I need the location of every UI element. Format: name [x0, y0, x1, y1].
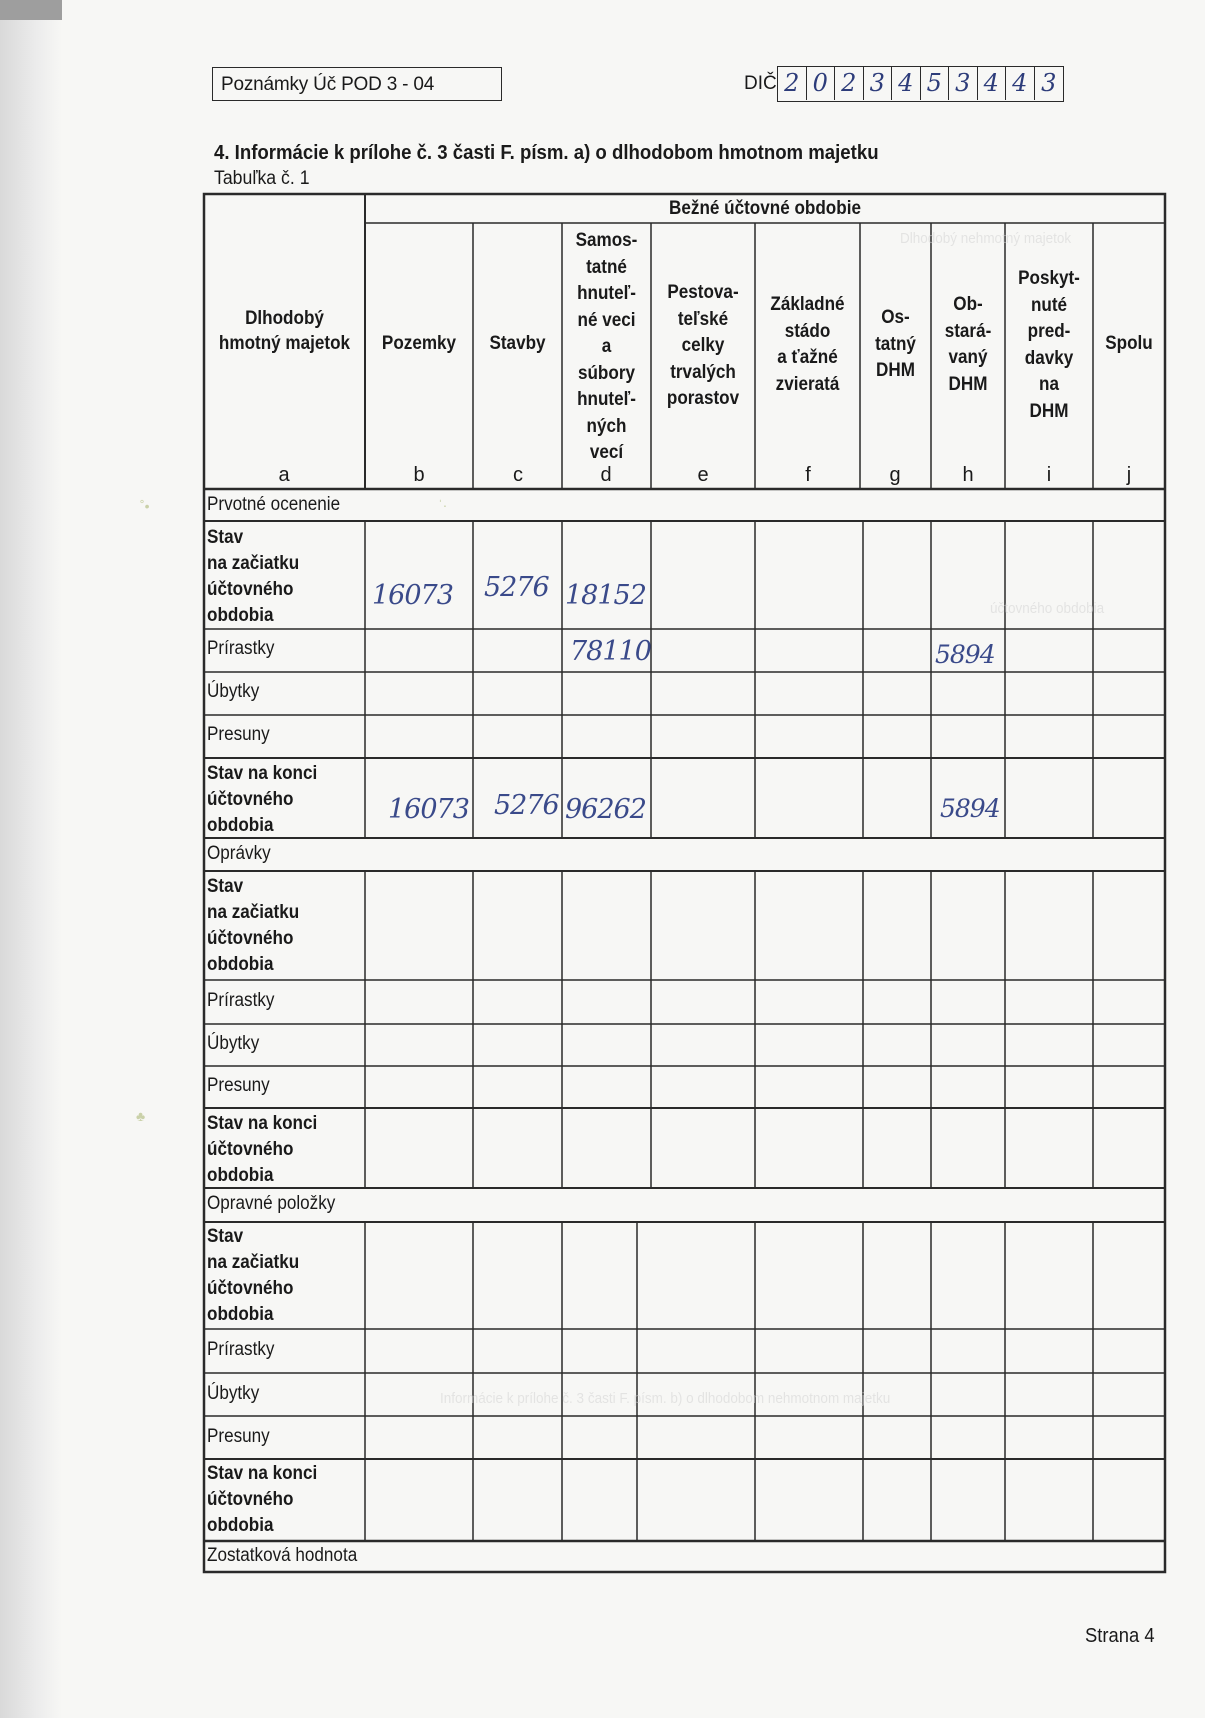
col-header-line: vaný: [948, 347, 988, 368]
col-header-line: trvalých: [670, 361, 736, 383]
section-title: 4. Informácie k prílohe č. 3 časti F. písm. a) o dlhodobom hmotnom majetku: [214, 142, 879, 164]
handwritten-value: 5276: [484, 572, 549, 603]
handwritten-value: 5276: [494, 790, 559, 821]
row-label-line: Stav: [207, 527, 244, 548]
col-header-line: davky: [1024, 347, 1074, 369]
row-label-line: účtovného: [207, 789, 294, 810]
col-header-line: DHM: [876, 360, 915, 381]
section-title-opravne-polozky: Opravné položky: [207, 1193, 336, 1214]
row-label-line: účtovného: [207, 579, 294, 600]
row-label-line: Stav na konci: [207, 763, 318, 784]
row-label-ubytky: Úbytky: [207, 1383, 260, 1404]
row-label-line: Stav: [207, 876, 244, 897]
col-header-i: [1009, 266, 1088, 425]
row-label-stav-konec: [207, 1461, 317, 1539]
row-label-stav-zaciatok: [207, 874, 299, 978]
row-label-presuny: Presuny: [207, 1426, 270, 1447]
col-header-line: tatné: [586, 256, 627, 278]
form-code: Poznámky Úč POD 3 - 04: [221, 74, 435, 95]
row-label-line: obdobia: [207, 815, 274, 836]
row-label-prirastky: Prírastky: [207, 990, 275, 1011]
col-header-line: pred-: [1027, 321, 1071, 342]
col-letter: f: [805, 464, 811, 486]
col-header-line: Os-: [881, 307, 910, 328]
row-label-stav-zaciatok: [207, 525, 299, 629]
col-letter: e: [697, 464, 709, 486]
handwritten-value: 96262: [565, 794, 646, 825]
col-letter: h: [962, 464, 974, 486]
row-label-line: na začiatku: [207, 1252, 300, 1273]
row-label-line: účtovného: [207, 1489, 294, 1510]
col-letter: i: [1046, 464, 1052, 486]
row-label-line: obdobia: [207, 1165, 274, 1186]
row-label-presuny: Presuny: [207, 1075, 270, 1096]
scan-top-edge: [0, 0, 62, 20]
row-label-line: Stav na konci: [207, 1113, 318, 1134]
handwritten-value: 78110: [570, 636, 651, 667]
col-header-e: [656, 280, 750, 413]
dic-digit: 3: [1041, 69, 1057, 97]
scan-left-margin: [0, 0, 62, 1718]
col-header-line: Základné: [770, 294, 845, 315]
table-label: Tabuľka č. 1: [214, 168, 310, 189]
col-header-a: [212, 306, 357, 356]
section-title-opravky: Oprávky: [207, 843, 271, 864]
dic-digit: 4: [978, 67, 1007, 100]
dic-digit: 2: [835, 67, 864, 100]
row-label-ubytky: Úbytky: [207, 1033, 260, 1054]
col-letter: g: [889, 464, 901, 486]
dic-digit: 3: [949, 67, 978, 100]
col-header-line: tatný: [875, 333, 916, 355]
col-letter: b: [413, 464, 425, 486]
row-label-line: Stav na konci: [207, 1463, 318, 1484]
col-header-line: né veci: [577, 309, 636, 331]
row-label-line: účtovného: [207, 1139, 294, 1160]
handwritten-value: 5894: [935, 640, 995, 669]
handwritten-value: 16073: [372, 580, 453, 611]
handwritten-value: 18152: [565, 580, 646, 611]
col-letter: a: [278, 464, 290, 486]
row-label-line: obdobia: [207, 605, 274, 626]
col-header-f: [760, 292, 855, 398]
scan-speck: ♣: [136, 1108, 146, 1124]
col-letter: d: [600, 464, 612, 486]
col-header-line: teľské: [677, 308, 729, 330]
row-label-stav-zaciatok: [207, 1224, 299, 1328]
col-header-line: nuté: [1030, 294, 1068, 316]
row-label-prirastky: Prírastky: [207, 1339, 275, 1360]
col-header-line: hnuteľ-: [577, 389, 636, 410]
row-label-stav-konec: [207, 761, 317, 839]
dic-digit: 4: [1006, 67, 1035, 100]
dic-digit: 4: [892, 67, 921, 100]
col-header-line: Spolu: [1105, 333, 1153, 354]
col-header-line: na: [1039, 374, 1059, 395]
col-header-line: Ob-: [953, 294, 983, 315]
row-label-line: na začiatku: [207, 902, 300, 923]
dic-digit: 3: [864, 67, 893, 100]
col-letter: j: [1126, 464, 1132, 486]
col-header-line: stará-: [944, 320, 992, 342]
row-label-line: obdobia: [207, 1304, 274, 1325]
dic-digit: 0: [807, 67, 836, 100]
row-label-line: účtovného: [207, 1278, 294, 1299]
section-title-prvotne-ocenenie: Prvotné ocenenie: [207, 494, 341, 515]
col-header-line: Dlhodobý: [245, 308, 324, 329]
col-header-line: a ťažné: [777, 347, 838, 368]
row-label-prirastky: Prírastky: [207, 638, 275, 659]
bleed-through-text: Dlhodobý nehmotný majetok: [900, 230, 1072, 247]
row-label-zostatkova-hodnota: Zostatková hodnota: [207, 1545, 358, 1566]
col-header-line: celky: [681, 335, 725, 356]
col-header-line: porastov: [666, 388, 740, 409]
row-label-line: účtovného: [207, 928, 294, 949]
col-header-line: Pestova-: [667, 282, 739, 303]
period-header: Bežné účtovné obdobie: [669, 198, 861, 219]
col-header-line: Samos-: [575, 230, 638, 251]
col-header-line: a: [601, 336, 612, 357]
row-label-line: obdobia: [207, 1515, 274, 1536]
col-letter: c: [513, 464, 523, 486]
row-label-ubytky: Úbytky: [207, 681, 260, 702]
col-header-line: súbory: [577, 362, 636, 384]
bleed-through-text: Informácie k prílohe č. 3 časti F. písm. b) o dlhodobom nehmotnom majetku: [440, 1390, 891, 1407]
col-header-line: Poskyt-: [1018, 268, 1080, 289]
scan-speck: ˚•: [140, 498, 150, 514]
handwritten-value: 16073: [388, 794, 469, 825]
col-header-h: [935, 292, 1002, 398]
bleed-through-text: účtovného obdobia: [990, 600, 1105, 617]
col-header-line: DHM: [1029, 400, 1069, 422]
col-header-line: Pozemky: [381, 333, 457, 354]
col-header-line: DHM: [948, 373, 988, 395]
col-header-line: vecí: [589, 442, 624, 463]
row-label-line: obdobia: [207, 954, 274, 975]
col-header-b: [370, 331, 467, 356]
page-number: Strana 4: [1085, 1625, 1155, 1647]
handwritten-value: 5894: [940, 794, 1000, 823]
col-header-line: stádo: [784, 320, 831, 342]
row-label-stav-konec: [207, 1111, 317, 1189]
dic-digit: 5: [921, 67, 950, 100]
col-header-line: hmotný majetok: [218, 333, 351, 354]
col-header-line: Stavby: [489, 333, 546, 354]
col-header-j: [1097, 331, 1162, 356]
row-label-line: na začiatku: [207, 553, 300, 574]
row-label-line: Stav: [207, 1226, 244, 1247]
col-header-g: [864, 305, 928, 385]
col-header-line: zvieratá: [775, 373, 840, 395]
scan-speck: ˈ·: [438, 497, 448, 513]
dic-field: [777, 66, 1064, 102]
dic-digit: 2: [778, 67, 807, 100]
dic-label: DIČ: [744, 73, 777, 94]
col-header-line: hnuteľ-: [577, 283, 636, 304]
row-label-presuny: Presuny: [207, 724, 270, 745]
col-header-line: ných: [586, 415, 627, 437]
col-header-c: [477, 331, 557, 356]
form-code-box: [212, 67, 502, 101]
col-header-d: [566, 228, 646, 467]
